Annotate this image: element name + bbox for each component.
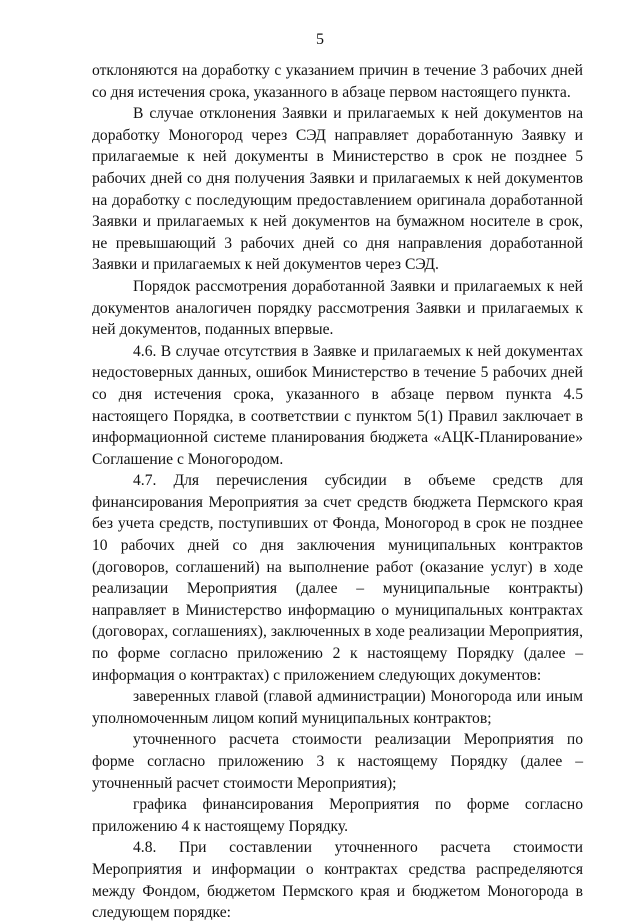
document-body <box>92 60 583 924</box>
page-number: 5 <box>316 31 324 48</box>
paragraph-clause-4-8: 4.8. При составлении уточненного расчета стоимости Мероприятия и информации о контрактах средства распределяются между Фондом, бюджетом Пермского края и бюджетом Моногорода в следующем порядке: <box>92 839 583 922</box>
paragraph-continuation: отклоняются на доработку с указанием причин в течение 3 рабочих дней со дня истечения срока, указанного в абзаце первом настоящего пункта. <box>92 62 583 101</box>
list-item-financing-schedule: графика финансирования Мероприятия по форме согласно приложению 4 к настоящему Порядку. <box>92 796 583 835</box>
paragraph-clause-4-7: 4.7. Для перечисления субсидии в объеме средств для финансирования Мероприятия за счет средств бюджета Пермского края без учета средств, поступивших от Фонда, Моногород в срок не позднее 10 рабочих дней со дня заключения муниципальных контрактов (договоров, соглашений) на выполнение работ (оказание услуг) в ходе реализации Мероприятия (далее – муниципальные контракты) направляет в Министерство информацию о муниципальных контрактах (договорах, соглашениях), заключенных в ходе реализации Мероприятия, по форме согласно приложению 2 к настоящему Порядку (далее – информация о контрактах) с приложением следующих документов: <box>92 472 583 684</box>
paragraph-rework-review-order: Порядок рассмотрения доработанной Заявки и прилагаемых к ней документов аналогичен порядку рассмотрения Заявки и прилагаемых к ней документов, поданных впервые. <box>92 277 583 339</box>
list-item-cost-calculation: уточненного расчета стоимости реализации Мероприятия по форме согласно приложению 3 к настоящему Порядку (далее – уточненный расчет стоимости Мероприятия); <box>92 731 583 792</box>
paragraph-clause-4-6: 4.6. В случае отсутствия в Заявке и прилагаемых к ней документах недостоверных данных, ошибок Министерство в течение 5 рабочих дней со дня истечения срока, указанного в абзаце первом пункта 4.5 настоящего Порядка, в соответствии с пунктом 5(1) Правил заключает в информационной системе планирования бюджета «АЦК-Планирование» Соглашение с Моногородом. <box>92 342 583 468</box>
list-item-contract-copies: заверенных главой (главой администрации) Моногорода или иным уполномоченным лицом копий муниципальных контрактов; <box>92 688 583 727</box>
paragraph-rework-submission: В случае отклонения Заявки и прилагаемых к ней документов на доработку Моногород через СЭД направляет доработанную Заявку и прилагаемые к ней документы в Министерство в срок не позднее 5 рабочих дней со дня получения Заявки и прилагаемых к ней документов на доработку с последующим предоставлением оригинала доработанной Заявки и прилагаемых к ней документов на бумажном носителе в срок, не превышающий 3 рабочих дней со дня направления доработанной Заявки и прилагаемых к ней документов через СЭД. <box>92 105 583 274</box>
